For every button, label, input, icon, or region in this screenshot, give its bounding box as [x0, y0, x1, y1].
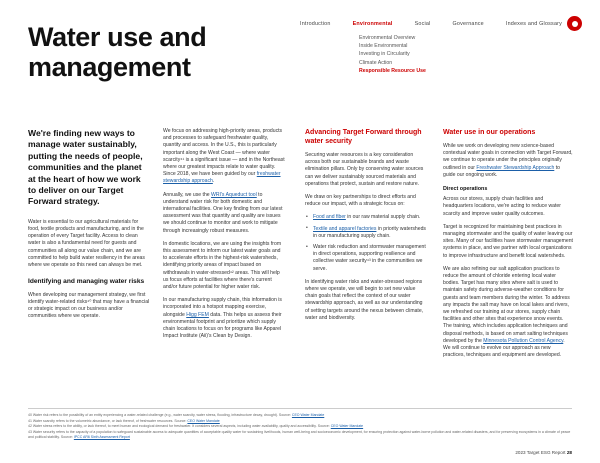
column-three: [305, 128, 427, 328]
list-item[interactable]: • Textile and apparel factories in priority watersheds in our manufacturing supply chain.: [312, 226, 427, 240]
nav-item-indexes-and-glossary[interactable]: Indexes and Glossary: [505, 21, 563, 27]
col3-bullet-list: [305, 214, 427, 272]
nav-item-environmental[interactable]: Environmental: [352, 21, 393, 27]
col4-section-heading: Water use in our operations: [443, 129, 536, 136]
target-bullseye-icon: [567, 16, 582, 31]
footnote-42: 42 Water stress refers to the ability, or lack thereof, to meet human and ecological demand for freshwater. It considers several aspects, including water availability, quality and accessibility. Source: CEO Water Mandate: [28, 424, 364, 429]
col2-paragraph-3: In domestic locations, we are using the insights from this assessment to inform our latest water goals and to accelerate efforts in the highest-risk watersheds, identifying priority areas of impact based on withdrawals in water-stressed⁴² areas. This will help us focus efforts at facilities where there's current and/or future potential for higher water risk.: [163, 240, 282, 291]
footnotes: [28, 408, 572, 441]
footnote-40: 40 Water risk refers to the possibility of an entity experiencing a water-related challenge (e.g., water scarcity, water stress, flooding, infrastructure decay, drought). Source: CEO Water Mandate: [28, 412, 325, 417]
subnav-item-investing-in-circularity[interactable]: Investing in Circularity: [359, 51, 410, 58]
col3-paragraph-1: Securing water resources is a key consideration across both our sustainable brands and waste elimination pillars. Only by conserving water sources can we deliver sustainably sourced materials and operations that protect, sustain and restore nature.: [305, 152, 424, 187]
col4-paragraph-2: Across our stores, supply chain facilities and headquarters locations, we're acting to reduce water scarcity and improve water quality outcomes.: [443, 196, 561, 217]
col2-paragraph-2: Annually, we use the WRI's Aqueduct tool to understand water risk for both domestic and international facilities. One key finding from our latest assessment was that quantity and quality are issues we should continue to monitor and work to mitigate through increasingly robust measures.: [163, 191, 283, 234]
column-one: [28, 128, 150, 326]
page-footer: [515, 450, 572, 455]
subnav-item-inside-environmental[interactable]: Inside Environmental: [359, 43, 408, 50]
col2-paragraph-1: We focus on addressing high-priority areas, products and processes to safeguard freshwater quality, quantity and access. In the U.S., this is particularly important along the West Coast — where water scarcity⁴¹ is a significant issue — and in the Northeast where our greatest impacts relate to water quality. Since 2018, we have been guided by our freshwater stewardship approach.: [163, 128, 285, 185]
subnav-item-responsible-resource-use[interactable]: Responsible Resource Use: [359, 67, 426, 74]
col1-paragraph-2: When developing our management strategy, we first identify water-related risks⁴⁰ that may have a financial or strategic impact on our business and/or communities where we operate.: [28, 291, 150, 320]
footnote-43: 43 Water security refers to the capacity of a population to safeguard sustainable access to adequate quantities of acceptable quality water for sustaining livelihoods, human well-being and socioeconomic development, for ensuring protection against water-borne pollution and water-related disasters, and for preserving ecosystems in a climate of peace and political stability. Source: IPCC AR6 Sixth Assessment Report: [28, 430, 571, 440]
col3-paragraph-3: In identifying water risks and water-stressed regions where we operate, we will begin to set new value chain goals that reflect the context of our water stewardship approach, as well as our understanding of setting targets around the nexus between climate, water and biodiversity.: [305, 278, 424, 321]
column-two: [163, 128, 285, 346]
nav-item-social[interactable]: Social: [414, 21, 431, 27]
column-four: [443, 128, 573, 365]
top-navigation: [300, 20, 584, 28]
page-number: 28: [566, 450, 572, 455]
col3-paragraph-2: We draw on key partnerships to direct efforts and reduce our impact, with a strategic focus on:: [305, 194, 416, 208]
col1-paragraph-1: Water is essential to our agricultural materials for food, textile products and manufacturing, and in the operation of every Target facility. Access to clean water is also a fundamental need for guests and communities all along our value chain, and we are committed to help build water resiliency in the areas where we operate so this need can always be met.: [28, 218, 145, 269]
col4-subheading-direct-operations: Direct operations: [443, 186, 488, 193]
lede-paragraph: We're finding new ways to manage water sustainably, putting the needs of people, communities and the planet at the heart of how we work to deliver on our Target Forward strategy.: [28, 128, 143, 207]
col4-paragraph-3: Target is recognized for maintaining best practices in managing stormwater and the quality of water leaving our sites. Many of our facilities have stormwater management systems in place, and we partner with local organizations to improve infrastructure and benefit local watersheds.: [443, 223, 573, 259]
sub-navigation: [359, 34, 426, 75]
col4-paragraph-1: While we work on developing new science-based contextual water goals in connection with Target Forward, we continue to operate under the principles originally outlined in our Freshwater Stewardship Approach to guide our ongoing work.: [443, 143, 573, 178]
col3-section-heading: Advancing Target Forward through water security: [305, 129, 422, 145]
nav-item-introduction[interactable]: Introduction: [300, 21, 331, 27]
subnav-item-climate-action[interactable]: Climate Action: [359, 59, 393, 66]
report-name: 2023 Target ESG Report: [515, 450, 566, 455]
list-item[interactable]: • Food and fiber in our raw material supply chain.: [312, 214, 427, 221]
col4-paragraph-4: We are also refining our salt application practices to reduce the amount of chloride entering local water bodies. Target has many sites where salt is used to maintain safety during adverse-weather conditions for guests and team members during the winter. To address any impacts the salt may have on local lakes and rivers, we refreshed our training at our stores, supply chain facilities and other sites that experience snow events. The training, which includes application techniques and disposal methods, is based on smart salting techniques developed by the Minnesota Pollution Control Agency. We will continue to evolve our approach as new practices, techniques and equipment are developed.: [443, 265, 570, 359]
subnav-item-environmental-overview[interactable]: Environmental Overview: [359, 35, 416, 41]
page-title: Water use and management: [28, 22, 207, 82]
footnote-41: 41 Water scarcity refers to the volumetric abundance, or lack thereof, of freshwater resources. Source: CEO Water Mandate: [28, 418, 220, 423]
list-item: • Water risk reduction and stormwater management in direct operations, supporting resilience and collective water security⁴³ in the communities we serve.: [312, 244, 427, 273]
nav-item-governance[interactable]: Governance: [452, 21, 484, 27]
col2-paragraph-4: In our manufacturing supply chain, this information is incorporated into a hotspot mapping exercise, alongside Higg FEM data. This helps us assess their environmental footprint and prioritize which supply chain locations to focus on for programs like Apparel Impact Institute (Aii)'s Clean by Design.: [163, 297, 282, 340]
col1-section-heading: Identifying and managing water risks: [28, 278, 145, 286]
